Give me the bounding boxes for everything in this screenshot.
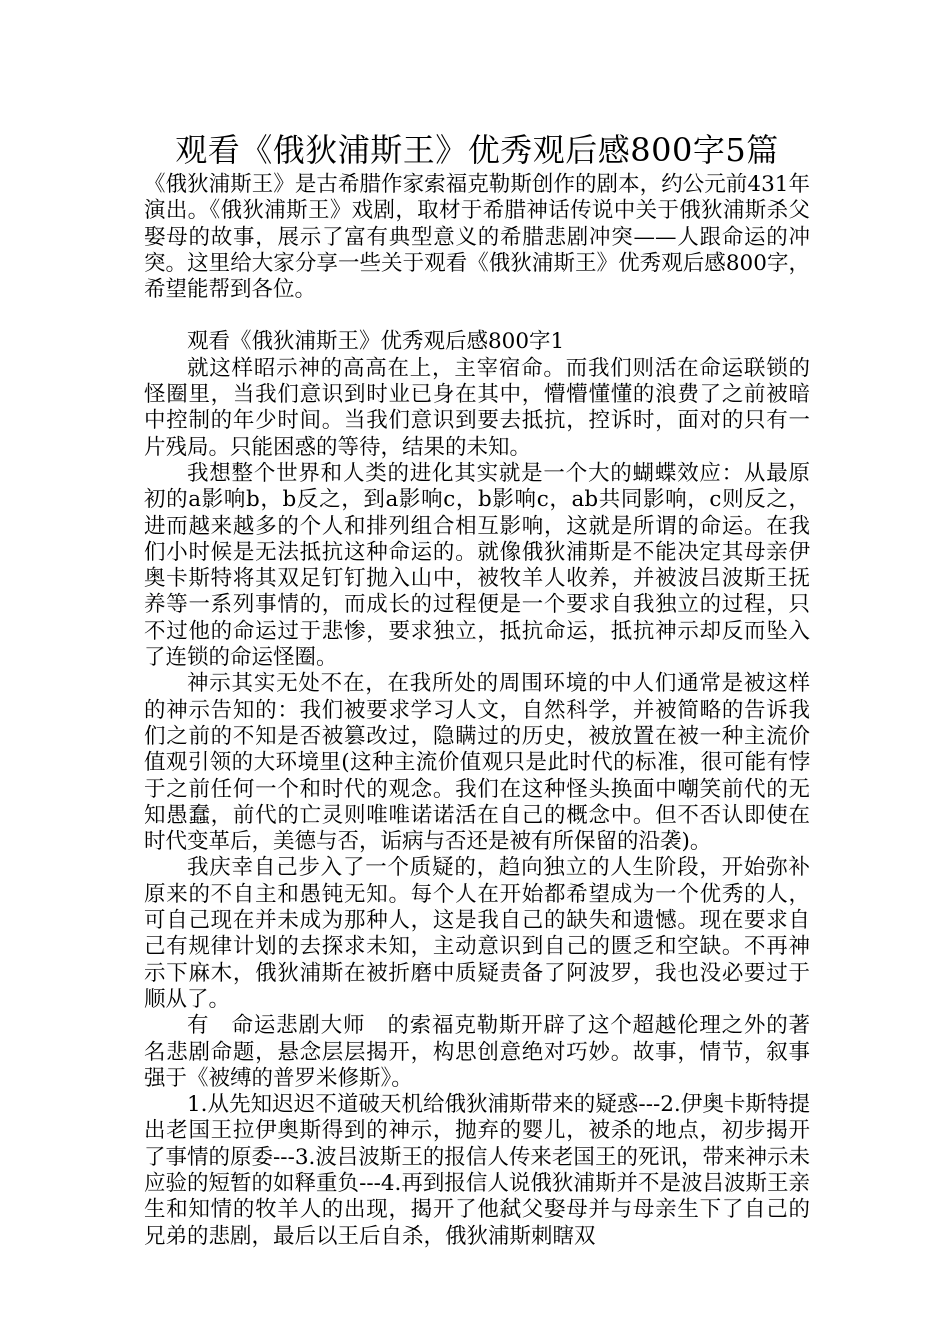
body-paragraph: 1.从先知迟迟不道破天机给俄狄浦斯带来的疑惑---2.伊奥卡斯特提出老国王拉伊奥斯得到的神示，抛弃的婴儿，被杀的地点，初步揭开了事情的原委---3.波吕波斯王的报信人传来老国王的死讯，带来神示未应验的短暂的如释重负---4.再到报信人说俄狄浦斯并不是波吕波斯王亲生和知情的牧羊人的出现，揭开了他弑父娶母并与母亲生下了自己的兄弟的悲剧，最后以王后自杀，俄狄浦斯刺瞎双 [144,1092,810,1249]
intro-paragraph: 《俄狄浦斯王》是古希腊作家索福克勒斯创作的剧本，约公元前431年演出。《俄狄浦斯王》戏剧，取材于希腊神话传说中关于俄狄浦斯杀父娶母的故事，展示了富有典型意义的希腊悲剧冲突——人跟命运的冲突。这里给大家分享一些关于观看《俄狄浦斯王》优秀观后感800字，希望能帮到各位。 [144,172,810,303]
document-title: 观看《俄狄浦斯王》优秀观后感800字5篇 [175,131,779,169]
body-paragraph: 就这样昭示神的高高在上，主宰宿命。而我们则活在命运联锁的怪圈里，当我们意识到时业已身在其中，懵懵懂懂的浪费了之前被暗中控制的年少时间。当我们意识到要去抵抗，控诉时，面对的只有一片残局。只能困惑的等待，结果的未知。 [144,355,810,460]
section-heading: 观看《俄狄浦斯王》优秀观后感800字1 [187,329,565,355]
body-paragraph: 我庆幸自己步入了一个质疑的，趋向独立的人生阶段，开始弥补原来的不自主和愚钝无知。每个人在开始都希望成为一个优秀的人，可自己现在并未成为那种人，这是我自己的缺失和遗憾。现在要求自己有规律计划的去探求未知，主动意识到自己的匮乏和空缺。不再神示下麻木，俄狄浦斯在被折磨中质疑责备了阿波罗，我也没必要过于顺从了。 [144,855,810,1012]
document-page [144,130,810,1250]
body-paragraph: 我想整个世界和人类的进化其实就是一个大的蝴蝶效应：从最原初的a影响b，b反之，到a影响c，b影响c，ab共同影响，c则反之，进而越来越多的个人和排列组合相互影响，这就是所谓的命运。在我们小时候是无法抵抗这种命运的。就像俄狄浦斯是不能决定其母亲伊奥卡斯特将其双足钉钉抛入山中，被牧羊人收养，并被波吕波斯王抚养等一系列事情的，而成长的过程便是一个要求自我独立的过程，只不过他的命运过于悲惨，要求独立，抵抗命运，抵抗神示却反而坠入了连锁的命运怪圈。 [144,460,810,671]
body-paragraph: 神示其实无处不在，在我所处的周围环境的中人们通常是被这样的神示告知的：我们被要求学习人文，自然科学，并被简略的告诉我们之前的不知是否被篡改过，隐瞒过的历史，被放置在被一种主流价值观引领的大环境里(这种主流价值观只是此时代的标准，很可能有悖于之前任何一个和时代的观念。我们在这种怪头换面中嘲笑前代的无知愚蠢，前代的亡灵则唯唯诺诺活在自己的概念中。但不否认即使在时代变革后，美德与否，诟病与否还是被有所保留的沿袭)。 [144,671,810,855]
body-paragraph: 有 命运悲剧大师 的索福克勒斯开辟了这个超越伦理之外的著名悲剧命题，悬念层层揭开，构思创意绝对巧妙。故事，情节，叙事强于《被缚的普罗米修斯》。 [144,1013,810,1091]
